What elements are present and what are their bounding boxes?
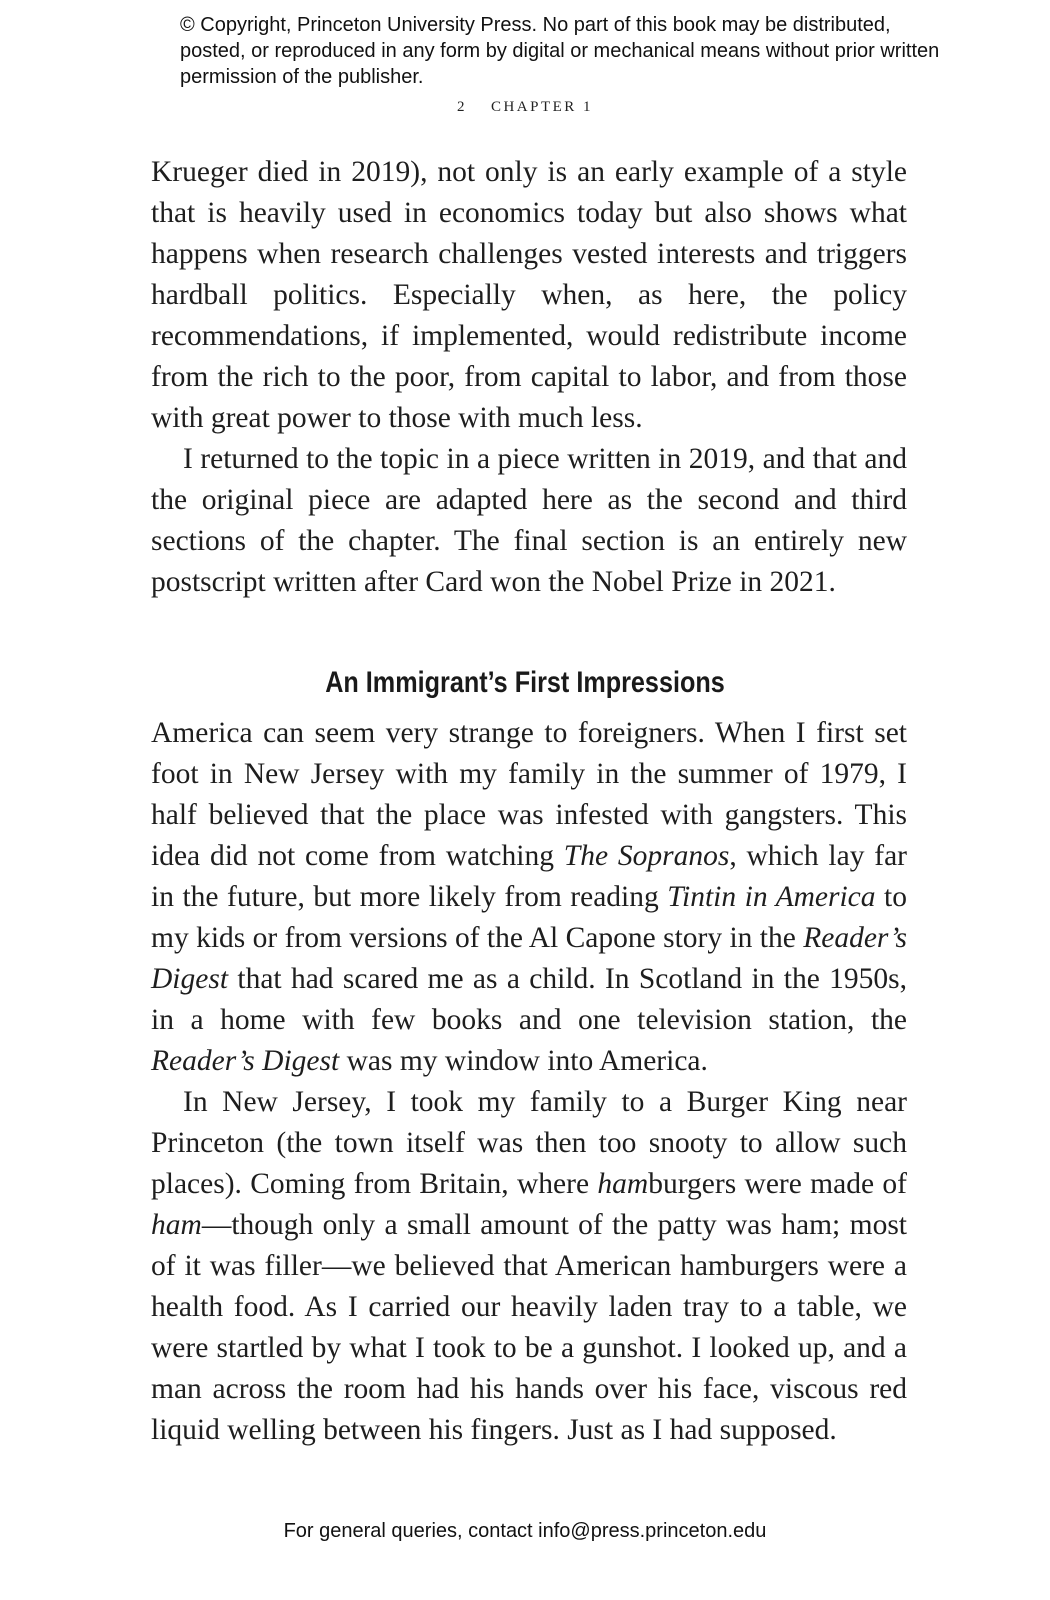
chapter-label: CHAPTER 1 xyxy=(490,99,594,115)
section-heading: An Immigrant’s First Impressions xyxy=(325,666,725,699)
paragraph: I returned to the topic in a piece written in 2019, and that and the original piece are adapted here as the second and third sections of the chapter. The final section is an entirely new postscript written after Card won the Nobel Prize in 2021. xyxy=(151,443,907,598)
paragraph: Krueger died in 2019), not only is an early example of a style that is heavily used in economics today but also shows what happens when research challenges vested interests and triggers hardball politics. Especially when, as here, the policy recommendations, if implemented, would redistribute income from the rich to the poor, from capital to labor, and from those with great power to those with much less. xyxy=(151,156,907,434)
intro-text xyxy=(151,152,907,603)
copyright-notice: © Copyright, Princeton University Press. No part of this book may be distributed, posted, or reproduced in any form by digital or mechanical means without prior written permission of the publisher. xyxy=(180,14,940,88)
running-head xyxy=(0,99,1050,116)
italic-title: Reader’s Digest xyxy=(151,1045,340,1077)
section-text xyxy=(151,713,907,1451)
page-number: 2 xyxy=(456,99,467,115)
italic-title: Reader’s Digest xyxy=(151,922,907,995)
italic-title: The Sopranos xyxy=(563,840,730,872)
italic-title: Tintin in America xyxy=(667,881,876,913)
italic-word: ham xyxy=(597,1168,649,1200)
paragraph: America can seem very strange to foreigners. When I first set foot in New Jersey with my family in the summer of 1979, I half believed that the place was infested with gangsters. This idea did not come from watching The Sopranos, which lay far in the future, but more likely from reading Tintin in America to my kids or from versions of the Al Capone story in the Reader’s Digest that had scared me as a child. In Scotland in the 1950s, in a home with few books and one television station, the Reader’s Digest was my window into America. xyxy=(151,717,908,1077)
footer-contact: For general queries, contact info@press.princeton.edu xyxy=(283,1520,767,1542)
italic-word: ham xyxy=(151,1209,202,1241)
paragraph: In New Jersey, I took my family to a Burger King near Princeton (the town itself was then too snooty to allow such places). Coming from Britain, where hamburgers were made of ham—though only a small amount of the patty was ham; most of it was filler—we believed that American hamburgers were a health food. As I carried our heavily laden tray to a table, we were startled by what I took to be a gunshot. I looked up, and a man across the room had his hands over his face, viscous red liquid welling between his fingers. Just as I had supposed. xyxy=(151,1086,907,1446)
